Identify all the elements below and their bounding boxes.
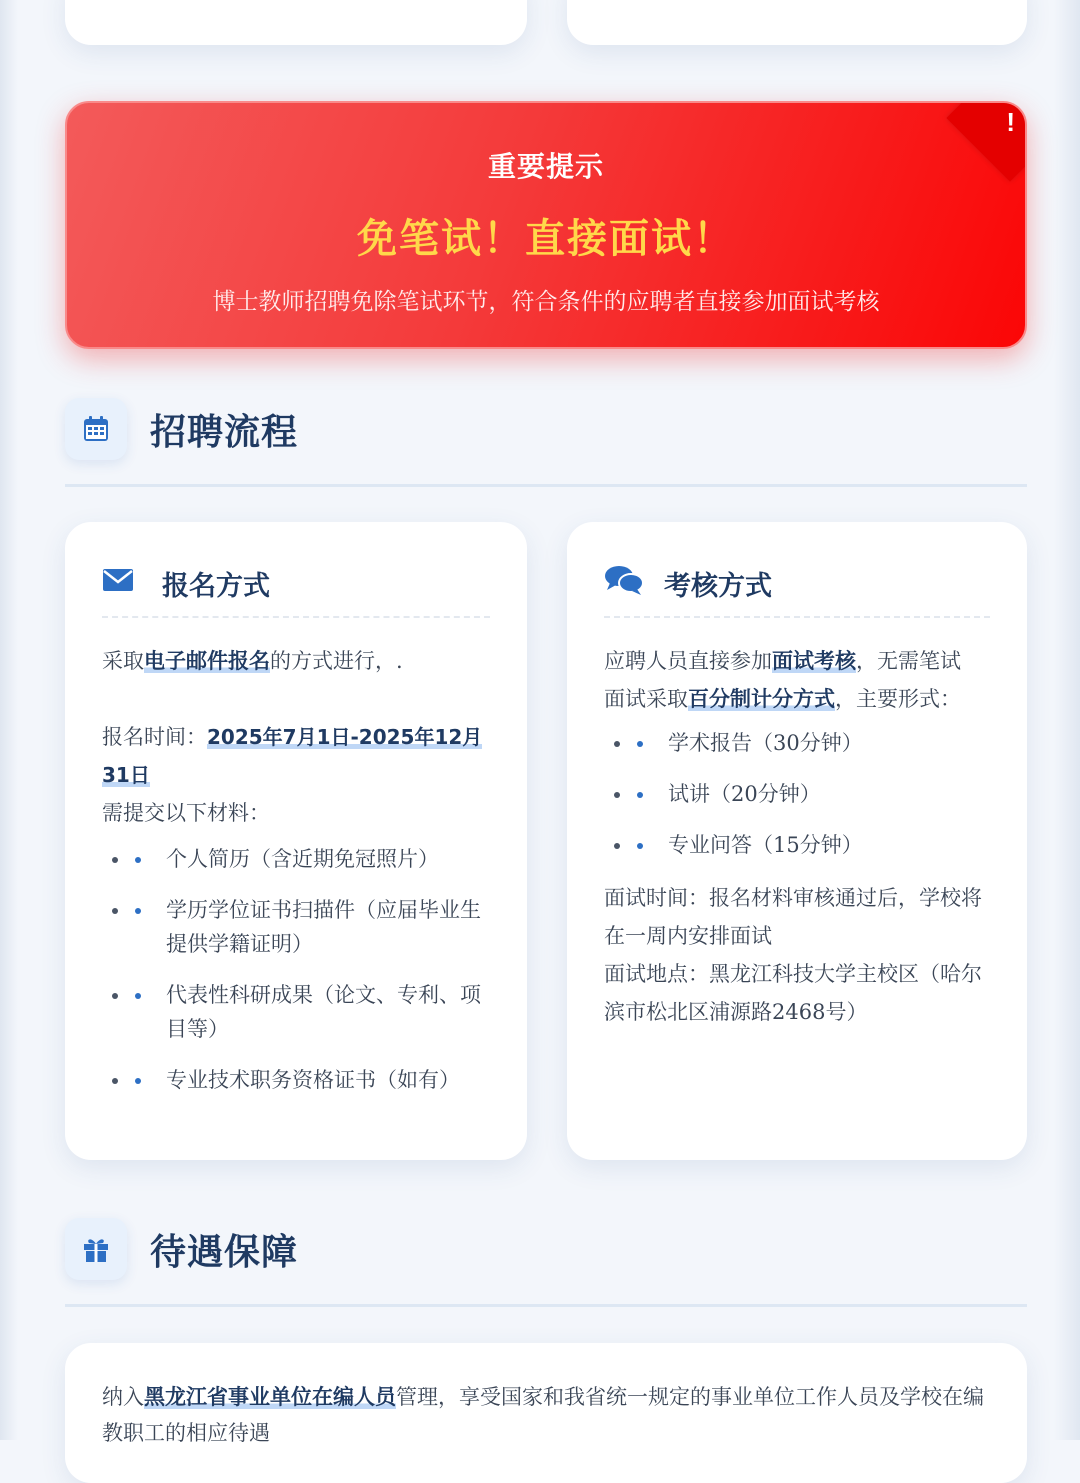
interview-time: 面试时间：报名材料审核通过后，学校将在一周内安排面试 [604,886,982,948]
card-title-assessment: 考核方式 [664,571,772,602]
list-item: 专业问答（15分钟） [604,828,991,862]
envelope-icon [102,568,134,592]
section-title-process: 招聘流程 [150,411,299,453]
dashed-divider [604,616,990,618]
interview-place: 面试地点：黑龙江科技大学主校区（哈尔滨市松北区浦源路2468号） [604,962,982,1024]
materials-list [102,842,491,1097]
highlight-scoring: 百分制计分方式 [688,686,835,711]
application-time: 报名时间：2025年7月1日-2025年12月31日 [102,725,483,787]
page-edge-right [1054,0,1080,1440]
calendar-icon [65,398,127,460]
application-date-range: 2025年7月1日-2025年12月31日 [102,725,483,787]
highlight-staff-status: 黑龙江省事业单位在编人员 [144,1384,396,1409]
list-item: 专业技术职务资格证书（如有） [102,1063,491,1097]
notice-description: 博士教师招聘免除笔试环节，符合条件的应聘者直接参加面试考核 [212,289,880,315]
chat-icon [604,564,644,596]
list-item: 代表性科研成果（论文、专利、项目等） [102,978,491,1046]
benefits-text: 纳入黑龙江省事业单位在编人员管理，享受国家和我省统一规定的事业单位工作人员及学校在编教职工的相应待遇 [102,1384,984,1445]
card-benefits [65,1343,1027,1483]
highlight-interview: 面试考核 [772,648,856,673]
list-item: 学术报告（30分钟） [604,726,991,760]
card-assessment-method [567,522,1027,1160]
list-item: 学历学位证书扫描件（应届毕业生提供学籍证明） [102,893,491,961]
page-edge-left [0,0,18,1440]
interview-forms-list [604,726,991,862]
notice-headline: 免笔试！直接面试！ [357,215,735,262]
notice-label: 重要提示 [487,150,604,183]
dashed-divider [102,616,490,618]
section-divider [65,484,1027,487]
highlight-email-application: 电子邮件报名 [144,648,270,673]
card-title-application: 报名方式 [162,571,270,602]
exclamation-icon: ! [1006,107,1015,137]
list-item: 试讲（20分钟） [604,777,991,811]
card-previous-left [65,0,527,45]
important-notice-banner [65,101,1027,349]
assessment-line-1: 应聘人员直接参加面试考核，无需笔试 [604,648,961,673]
application-intro: 采取电子邮件报名的方式进行，. [102,648,403,673]
list-item: 个人简历（含近期免冠照片） [102,842,491,876]
section-title-benefits: 待遇保障 [150,1231,299,1273]
card-application-method [65,522,527,1160]
card-previous-right [567,0,1027,45]
section-divider [65,1304,1027,1307]
assessment-line-2: 面试采取百分制计分方式，主要形式： [604,686,961,711]
materials-label: 需提交以下材料： [102,801,270,825]
gift-icon [65,1218,127,1280]
